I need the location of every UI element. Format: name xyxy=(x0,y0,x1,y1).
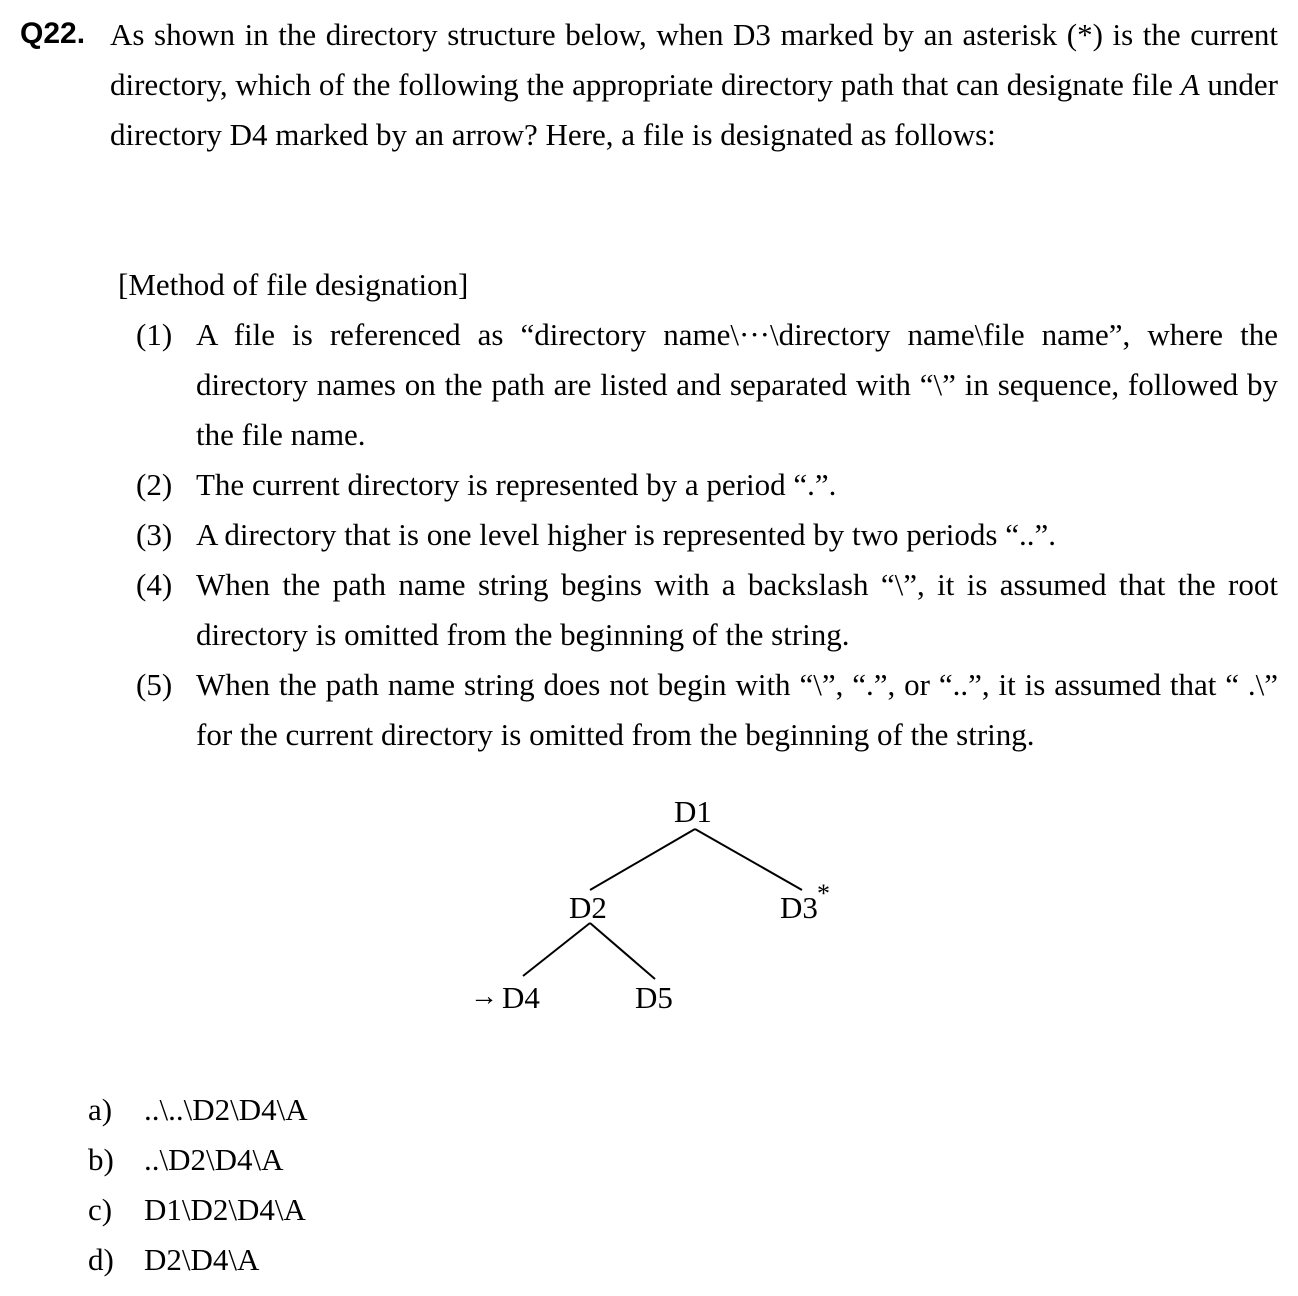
rule-text: The current directory is represented by a period “.”. xyxy=(196,467,837,502)
edge-d2-d4 xyxy=(523,923,590,976)
node-d1: D1 xyxy=(674,794,712,829)
method-title: [Method of file designation] xyxy=(118,267,469,302)
rule-2 xyxy=(136,460,1278,510)
rule-text: A file is referenced as “directory name\···\directory name\file name”, where the directory names on the path are listed and separated with “\” in sequence, followed by the file name. xyxy=(196,317,1278,452)
rule-number: (3) xyxy=(136,517,173,552)
question-text-part2: under directory D4 marked by an arrow? Here, a file is designated as follows: xyxy=(110,67,1279,152)
option-value: D2\D4\A xyxy=(144,1242,260,1277)
question-text xyxy=(110,10,1278,160)
option-value: ..\..\D2\D4\A xyxy=(144,1092,308,1127)
option-value: D1\D2\D4\A xyxy=(144,1192,306,1227)
option-label: d) xyxy=(88,1242,114,1277)
node-d3: D3 xyxy=(780,890,818,925)
rule-text: When the path name string does not begin with “\”, “.”, or “..”, it is assumed that “ .\” for the current directory is omitted from the beginning of the string. xyxy=(196,667,1278,752)
current-directory-asterisk-icon: * xyxy=(817,879,830,908)
option-value: ..\D2\D4\A xyxy=(144,1142,284,1177)
edge-d2-d5 xyxy=(590,923,655,979)
rule-5 xyxy=(136,660,1278,760)
edge-d1-d3 xyxy=(695,829,802,890)
node-d5: D5 xyxy=(635,980,673,1015)
node-d2: D2 xyxy=(569,890,607,925)
rule-1 xyxy=(136,310,1278,460)
option-label: c) xyxy=(88,1192,113,1227)
rule-text: A directory that is one level higher is represented by two periods “..”. xyxy=(196,517,1056,552)
edge-d1-d2 xyxy=(590,829,695,890)
option-label: b) xyxy=(88,1142,114,1177)
rule-number: (2) xyxy=(136,467,173,502)
rule-number: (4) xyxy=(136,567,173,602)
option-label: a) xyxy=(88,1092,113,1127)
question-text-part1: As shown in the directory structure below, when D3 marked by an asterisk (*) is the current directory, which of the following the appropriate directory path that can designate file xyxy=(110,17,1278,102)
rule-text: When the path name string begins with a backslash “\”, it is assumed that the root directory is omitted from the beginning of the string. xyxy=(196,567,1278,652)
file-name: A xyxy=(1180,67,1200,102)
rule-number: (5) xyxy=(136,667,173,702)
question-number: Q22. xyxy=(20,17,86,50)
rule-4 xyxy=(136,560,1278,660)
directory-tree xyxy=(460,790,880,1030)
rule-3 xyxy=(136,510,1278,560)
target-arrow-icon: → xyxy=(470,981,498,1012)
node-d4: D4 xyxy=(502,980,540,1015)
rule-number: (1) xyxy=(136,317,173,352)
